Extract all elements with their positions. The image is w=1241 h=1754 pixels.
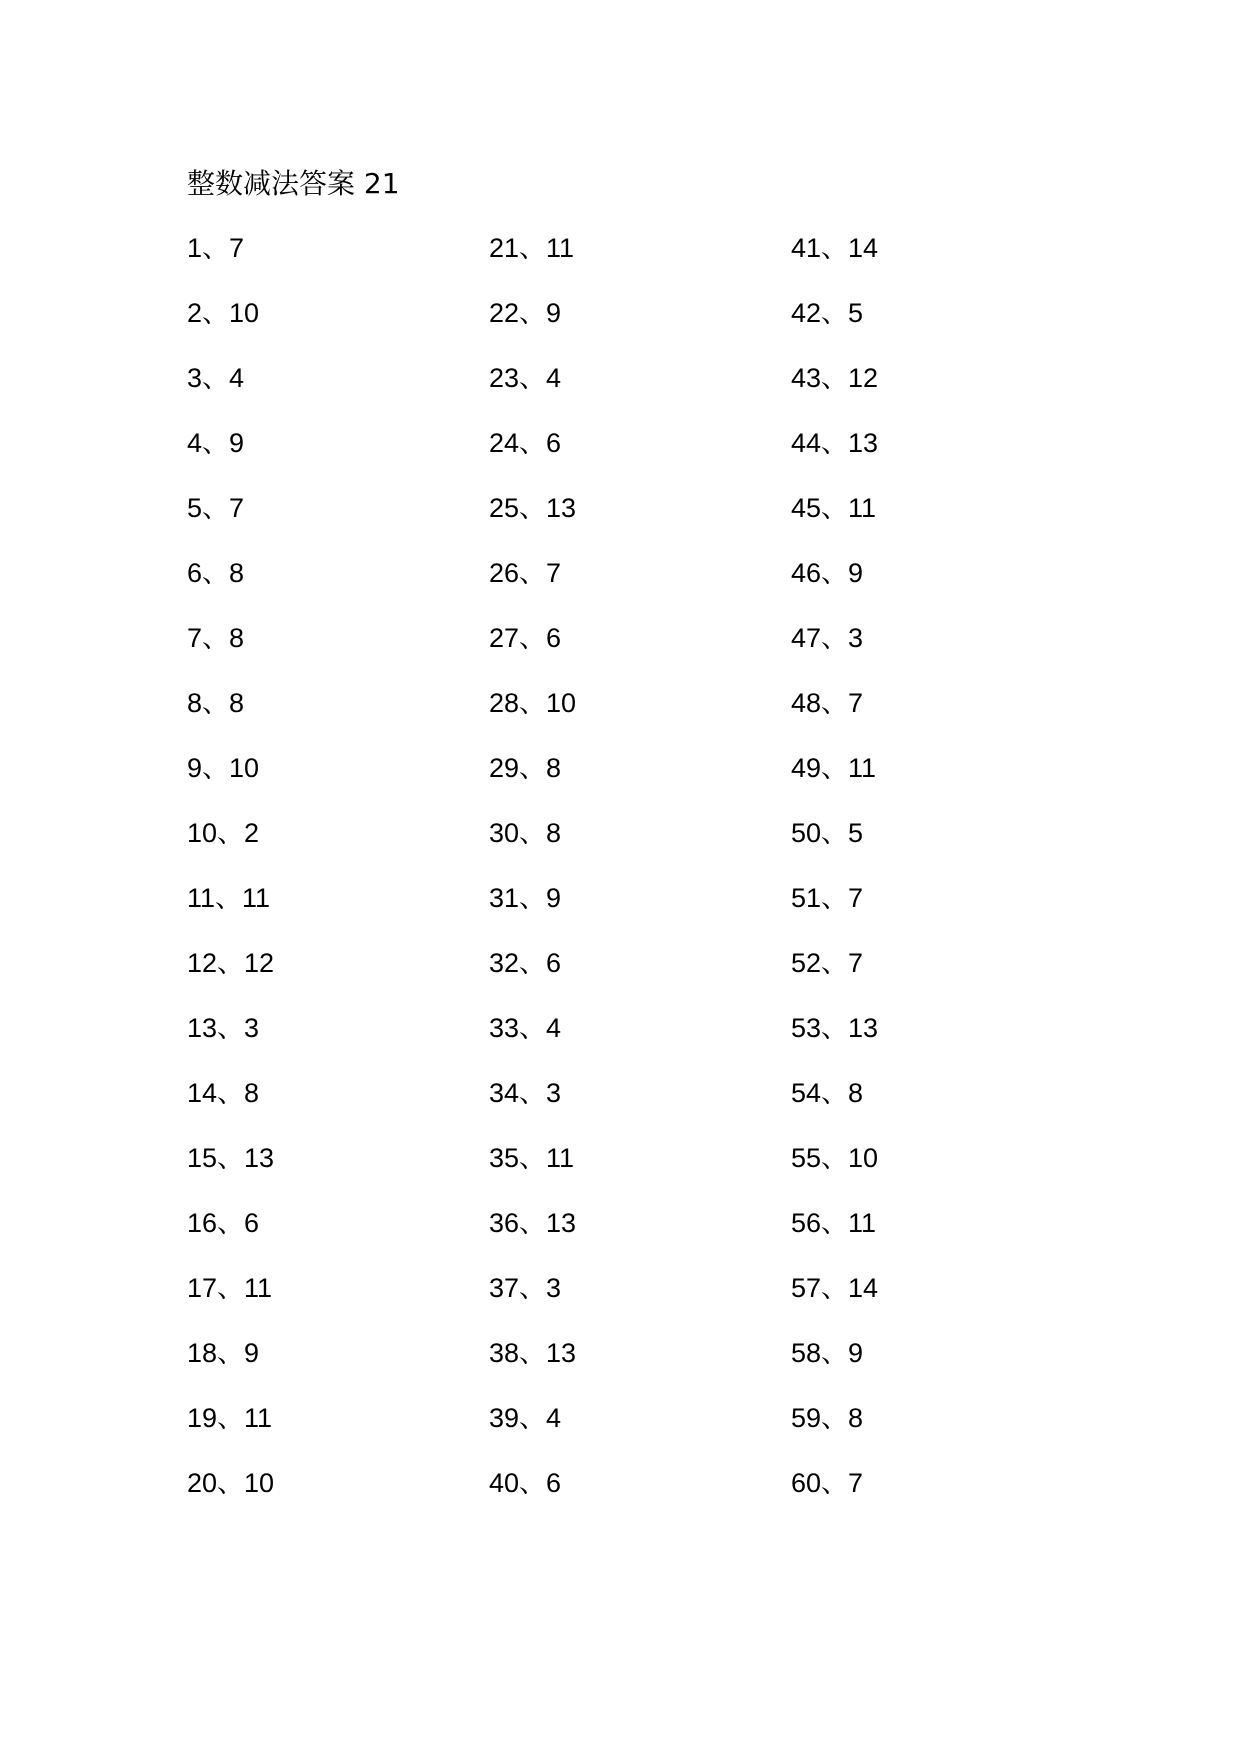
answer-item: 26、7 [489,558,562,588]
answer-item: 8、8 [187,688,245,718]
answer-item: 31、9 [489,883,562,913]
answer-item: 5、7 [187,493,245,523]
answer-item: 47、3 [791,623,864,653]
answer-column-1 [187,228,467,1528]
answer-item: 58、9 [791,1338,864,1368]
answer-item: 17、11 [187,1273,273,1303]
answer-item: 56、11 [791,1208,877,1238]
answer-item: 36、13 [489,1208,577,1238]
answer-item: 1、7 [187,233,245,263]
answer-item: 29、8 [489,753,562,783]
answer-column-3 [791,228,1071,1528]
answer-column-2 [489,228,769,1528]
answer-item: 38、13 [489,1338,577,1368]
answer-item: 59、8 [791,1403,864,1433]
answer-item: 28、10 [489,688,577,718]
answer-item: 52、7 [791,948,864,978]
answer-item: 40、6 [489,1468,562,1498]
answer-item: 37、3 [489,1273,562,1303]
answer-item: 20、10 [187,1468,275,1498]
answer-item: 45、11 [791,493,877,523]
answer-item: 49、11 [791,753,877,783]
answer-item: 24、6 [489,428,562,458]
answer-item: 55、10 [791,1143,879,1173]
answer-item: 16、6 [187,1208,260,1238]
answer-item: 32、6 [489,948,562,978]
answer-item: 7、8 [187,623,245,653]
answer-item: 2、10 [187,298,260,328]
answer-item: 51、7 [791,883,864,913]
answer-item: 9、10 [187,753,260,783]
answer-item: 3、4 [187,363,245,393]
answer-item: 39、4 [489,1403,562,1433]
answer-item: 14、8 [187,1078,260,1108]
answer-item: 22、9 [489,298,562,328]
answer-item: 18、9 [187,1338,260,1368]
answer-item: 57、14 [791,1273,879,1303]
answer-item: 25、13 [489,493,577,523]
answer-item: 4、9 [187,428,245,458]
answer-item: 42、5 [791,298,864,328]
answer-item: 53、13 [791,1013,879,1043]
answer-item: 44、13 [791,428,879,458]
answer-item: 13、3 [187,1013,260,1043]
answer-item: 10、2 [187,818,260,848]
answer-item: 34、3 [489,1078,562,1108]
answer-item: 23、4 [489,363,562,393]
answer-item: 12、12 [187,948,275,978]
answer-item: 30、8 [489,818,562,848]
answer-item: 43、12 [791,363,879,393]
answer-item: 33、4 [489,1013,562,1043]
answer-item: 41、14 [791,233,879,263]
answer-item: 35、11 [489,1143,575,1173]
answer-item: 27、6 [489,623,562,653]
answer-item: 11、11 [187,883,271,913]
answer-item: 50、5 [791,818,864,848]
answer-item: 54、8 [791,1078,864,1108]
answer-item: 21、11 [489,233,575,263]
answer-item: 19、11 [187,1403,273,1433]
answer-item: 15、13 [187,1143,275,1173]
answer-item: 60、7 [791,1468,864,1498]
page-title: 整数减法答案 21 [187,167,400,200]
answer-item: 46、9 [791,558,864,588]
answer-item: 48、7 [791,688,864,718]
answer-item: 6、8 [187,558,245,588]
